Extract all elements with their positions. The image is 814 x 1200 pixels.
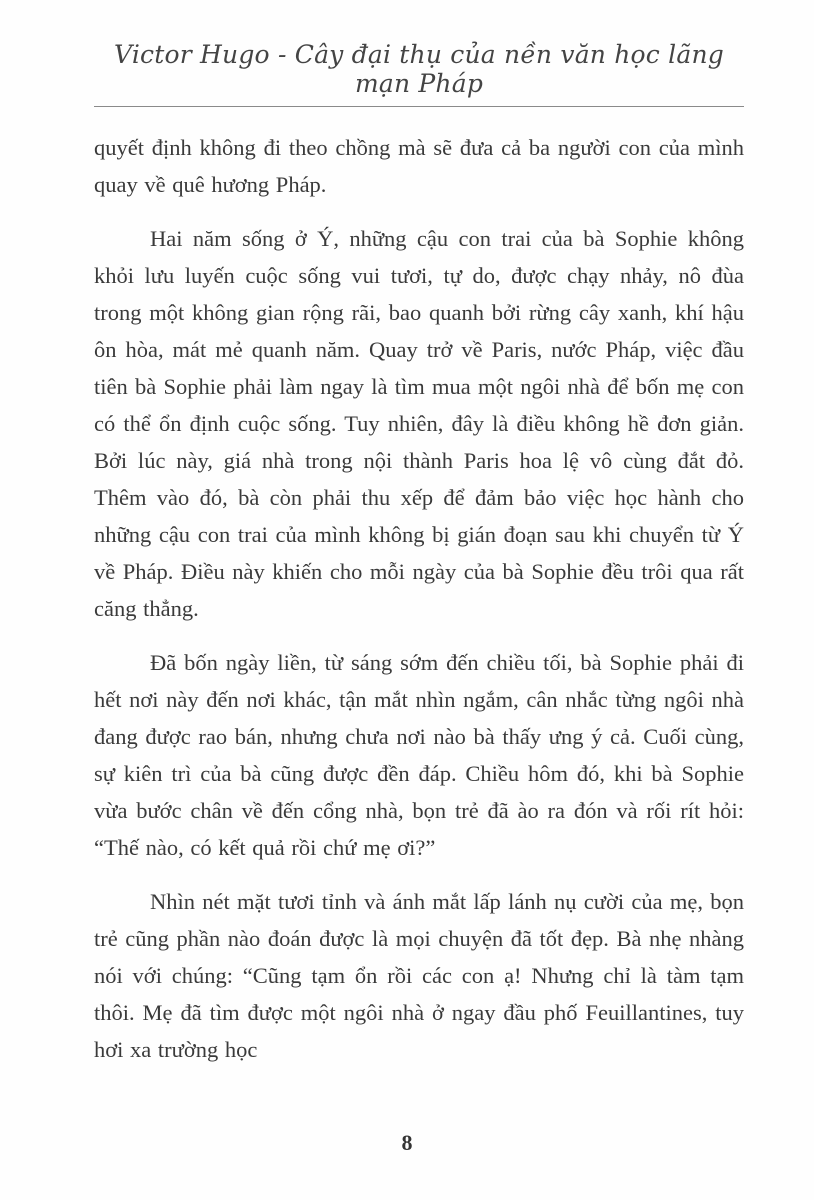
body-text (94, 129, 744, 1068)
running-header (94, 40, 744, 107)
running-header-title: Victor Hugo - Cây đại thụ của nền văn học lãng mạn Pháp (94, 40, 744, 107)
paragraph: Hai năm sống ở Ý, những cậu con trai của bà Sophie không khỏi lưu luyến cuộc sống vui tươi, tự do, được chạy nhảy, nô đùa trong một không gian rộng rãi, bao quanh bởi rừng cây xanh, khí hậu ôn hòa, mát mẻ quanh năm. Quay trở về Paris, nước Pháp, việc đầu tiên bà Sophie phải làm ngay là tìm mua một ngôi nhà để bốn mẹ con có thể ổn định cuộc sống. Tuy nhiên, đây là điều không hề đơn giản. Bởi lúc này, giá nhà trong nội thành Paris hoa lệ vô cùng đắt đỏ. Thêm vào đó, bà còn phải thu xếp để đảm bảo việc học hành cho những cậu con trai của mình không bị gián đoạn sau khi chuyển từ Ý về Pháp. Điều này khiến cho mỗi ngày của bà Sophie đều trôi qua rất căng thẳng. (94, 226, 744, 621)
page-number: 8 (401, 1130, 413, 1155)
paragraph: Đã bốn ngày liền, từ sáng sớm đến chiều tối, bà Sophie phải đi hết nơi này đến nơi khác, tận mắt nhìn ngắm, cân nhắc từng ngôi nhà đang được rao bán, nhưng chưa nơi nào bà thấy ưng ý cả. Cuối cùng, sự kiên trì của bà cũng được đền đáp. Chiều hôm đó, khi bà Sophie vừa bước chân về đến cổng nhà, bọn trẻ đã ào ra đón và rối rít hỏi: “Thế nào, có kết quả rồi chứ mẹ ơi?” (94, 650, 744, 860)
paragraph: Nhìn nét mặt tươi tỉnh và ánh mắt lấp lánh nụ cười của mẹ, bọn trẻ cũng phần nào đoán được là mọi chuyện đã tốt đẹp. Bà nhẹ nhàng nói với chúng: “Cũng tạm ổn rồi các con ạ! Nhưng chỉ là tàm tạm thôi. Mẹ đã tìm được một ngôi nhà ở ngay đầu phố Feuillantines, tuy hơi xa trường học (94, 889, 744, 1062)
paragraph: quyết định không đi theo chồng mà sẽ đưa cả ba người con của mình quay về quê hương Pháp. (94, 135, 744, 197)
